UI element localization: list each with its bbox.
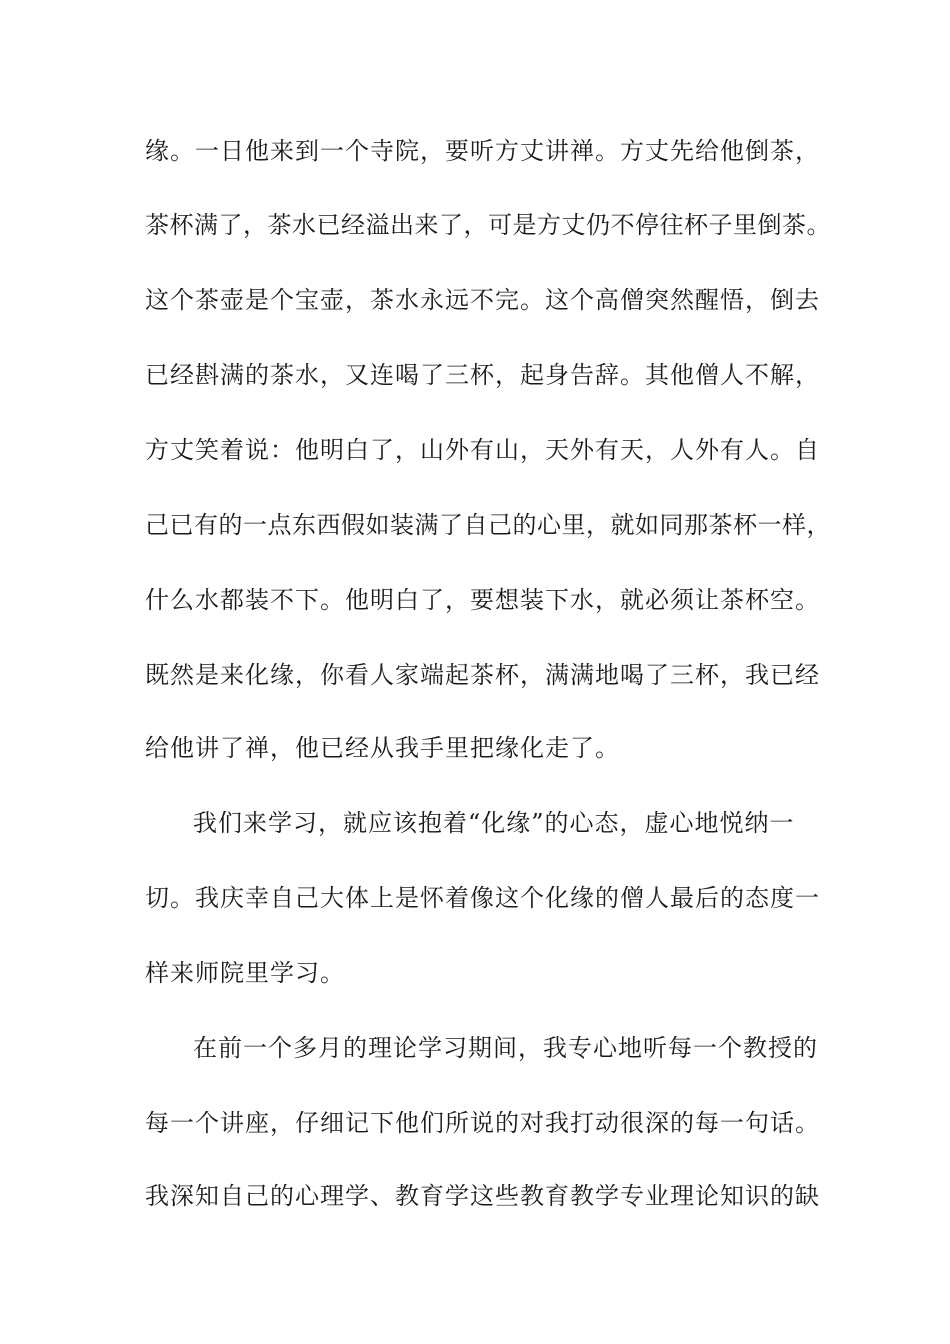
text-line-5: 方丈笑着说：他明白了，山外有山，天外有天，人外有人。自 xyxy=(145,436,820,464)
text-line-3: 这个茶壶是个宝壶，茶水永远不完。这个高僧突然醒悟，倒去 xyxy=(145,286,820,314)
text-line-6: 己已有的一点东西假如装满了自己的心里，就如同那茶杯一样， xyxy=(145,511,831,539)
paragraph-2-line-3: 样来师院里学习。 xyxy=(145,959,345,987)
text-line-2: 茶杯满了，茶水已经溢出来了，可是方丈仍不停往杯子里倒茶。 xyxy=(145,211,831,239)
paragraph-2-line-2: 切。我庆幸自己大体上是怀着像这个化缘的僧人最后的态度一 xyxy=(145,884,820,912)
text-line-8: 既然是来化缘，你看人家端起茶杯，满满地喝了三杯，我已经 xyxy=(145,661,820,689)
paragraph-3-line-3: 我深知自己的心理学、教育学这些教育教学专业理论知识的缺 xyxy=(145,1182,820,1210)
paragraph-3-line-1: 在前一个多月的理论学习期间，我专心地听每一个教授的 xyxy=(193,1034,818,1062)
text-line-9: 给他讲了禅，他已经从我手里把缘化走了。 xyxy=(145,734,620,762)
paragraph-2-line-1: 我们来学习，就应该抱着“化缘”的心态，虚心地悦纳一 xyxy=(193,809,795,837)
text-line-4: 已经斟满的茶水，又连喝了三杯，起身告辞。其他僧人不解， xyxy=(145,361,820,389)
paragraph-3-line-2: 每一个讲座，仔细记下他们所说的对我打动很深的每一句话。 xyxy=(145,1109,820,1137)
text-line-1: 缘。一日他来到一个寺院，要听方丈讲禅。方丈先给他倒茶， xyxy=(145,137,820,165)
text-line-7: 什么水都装不下。他明白了，要想装下水，就必须让茶杯空。 xyxy=(145,586,820,614)
